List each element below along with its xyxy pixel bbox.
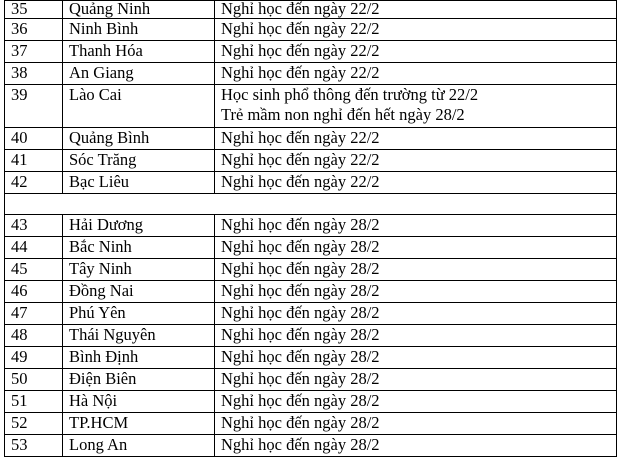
table-row bbox=[5, 172, 617, 194]
province-name: Bắc Ninh bbox=[63, 237, 215, 259]
table-row bbox=[5, 347, 617, 369]
row-number: 48 bbox=[5, 325, 63, 347]
closure-status: Nghỉ học đến ngày 28/2 bbox=[215, 281, 617, 303]
row-number: 43 bbox=[5, 215, 63, 237]
closure-status: Nghỉ học đến ngày 22/2 bbox=[215, 1, 617, 19]
closure-status: Nghỉ học đến ngày 28/2 bbox=[215, 303, 617, 325]
table-row bbox=[5, 303, 617, 325]
row-number: 51 bbox=[5, 391, 63, 413]
closure-status: Nghỉ học đến ngày 28/2 bbox=[215, 259, 617, 281]
province-name: Lào Cai bbox=[63, 85, 215, 128]
row-number: 37 bbox=[5, 41, 63, 63]
province-name: Thái Nguyên bbox=[63, 325, 215, 347]
row-number: 50 bbox=[5, 369, 63, 391]
table-row bbox=[5, 413, 617, 435]
closure-status: Nghỉ học đến ngày 28/2 bbox=[215, 325, 617, 347]
row-number: 40 bbox=[5, 128, 63, 150]
table-row bbox=[5, 128, 617, 150]
closure-status: Nghỉ học đến ngày 28/2 bbox=[215, 215, 617, 237]
closure-status-line-1: Học sinh phổ thông đến trường từ 22/2 bbox=[221, 85, 479, 104]
table-row bbox=[5, 281, 617, 303]
row-number: 35 bbox=[5, 1, 63, 19]
province-name: Sóc Trăng bbox=[63, 150, 215, 172]
table-row bbox=[5, 369, 617, 391]
province-name: TP.HCM bbox=[63, 413, 215, 435]
province-name: Long An bbox=[63, 435, 215, 457]
province-name: An Giang bbox=[63, 63, 215, 85]
closure-status: Nghỉ học đến ngày 22/2 bbox=[215, 150, 617, 172]
province-name: Ninh Bình bbox=[63, 19, 215, 41]
table-row bbox=[5, 237, 617, 259]
row-number: 45 bbox=[5, 259, 63, 281]
province-name: Bình Định bbox=[63, 347, 215, 369]
province-name: Đồng Nai bbox=[63, 281, 215, 303]
row-number: 44 bbox=[5, 237, 63, 259]
row-number: 41 bbox=[5, 150, 63, 172]
table-row bbox=[5, 63, 617, 85]
province-name: Điện Biên bbox=[63, 369, 215, 391]
row-number: 42 bbox=[5, 172, 63, 194]
province-name: Phú Yên bbox=[63, 303, 215, 325]
closure-status: Nghỉ học đến ngày 22/2 bbox=[215, 41, 617, 63]
row-number: 53 bbox=[5, 435, 63, 457]
table-row bbox=[5, 435, 617, 457]
closure-status: Nghỉ học đến ngày 22/2 bbox=[215, 63, 617, 85]
closure-status: Nghỉ học đến ngày 28/2 bbox=[215, 347, 617, 369]
empty-cell bbox=[5, 194, 617, 215]
closure-status: Nghỉ học đến ngày 22/2 bbox=[215, 128, 617, 150]
table-row bbox=[5, 41, 617, 63]
table-row bbox=[5, 85, 617, 128]
separator-row bbox=[5, 194, 617, 215]
closure-status: Nghỉ học đến ngày 28/2 bbox=[215, 369, 617, 391]
table-row bbox=[5, 19, 617, 41]
province-name: Bạc Liêu bbox=[63, 172, 215, 194]
table-row bbox=[5, 215, 617, 237]
table-body bbox=[5, 1, 617, 457]
province-name: Thanh Hóa bbox=[63, 41, 215, 63]
row-number: 46 bbox=[5, 281, 63, 303]
row-number: 47 bbox=[5, 303, 63, 325]
province-name: Hải Dương bbox=[63, 215, 215, 237]
row-number: 39 bbox=[5, 85, 63, 128]
closure-status: Nghỉ học đến ngày 28/2 bbox=[215, 237, 617, 259]
province-name: Quảng Bình bbox=[63, 128, 215, 150]
school-closure-table bbox=[4, 0, 617, 457]
closure-status: Nghỉ học đến ngày 28/2 bbox=[215, 435, 617, 457]
table-row bbox=[5, 1, 617, 19]
row-number: 49 bbox=[5, 347, 63, 369]
row-number: 38 bbox=[5, 63, 63, 85]
closure-status-line-2: Trẻ mầm non nghỉ đến hết ngày 28/2 bbox=[221, 105, 465, 124]
table-row bbox=[5, 391, 617, 413]
row-number: 36 bbox=[5, 19, 63, 41]
province-name: Tây Ninh bbox=[63, 259, 215, 281]
closure-status: Nghỉ học đến ngày 22/2 bbox=[215, 172, 617, 194]
table-row bbox=[5, 325, 617, 347]
row-number: 52 bbox=[5, 413, 63, 435]
province-name: Quảng Ninh bbox=[63, 1, 215, 19]
table-row bbox=[5, 259, 617, 281]
closure-status bbox=[215, 85, 617, 128]
table-row bbox=[5, 150, 617, 172]
closure-status: Nghỉ học đến ngày 22/2 bbox=[215, 19, 617, 41]
province-name: Hà Nội bbox=[63, 391, 215, 413]
closure-status: Nghỉ học đến ngày 28/2 bbox=[215, 413, 617, 435]
closure-status: Nghỉ học đến ngày 28/2 bbox=[215, 391, 617, 413]
